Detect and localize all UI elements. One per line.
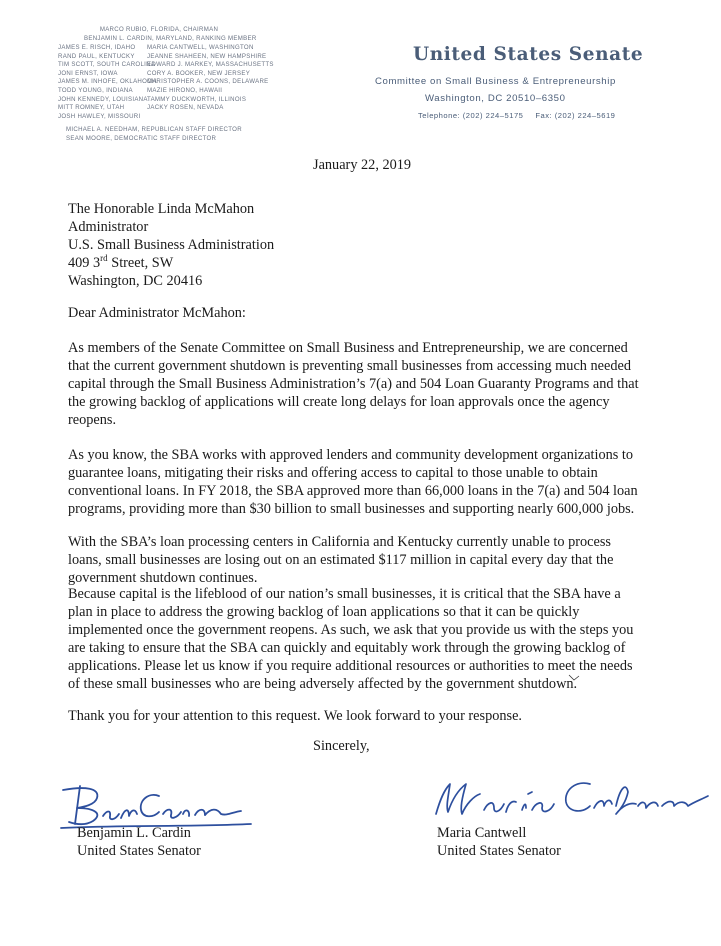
signatory-title: United States Senator [437, 843, 561, 859]
member-name: JAMES E. RISCH, IDAHO [58, 44, 136, 51]
signatory-title: United States Senator [77, 843, 201, 859]
member-name: TAMMY DUCKWORTH, ILLINOIS [147, 95, 247, 103]
member-name: MITT ROMNEY, UTAH [58, 104, 125, 112]
committee-address: Washington, DC 20510–6350 [425, 93, 566, 104]
ranking-member: BENJAMIN L. CARDIN, MARYLAND, RANKING MEMBER [84, 34, 257, 42]
recipient-agency: U.S. Small Business Administration [68, 237, 275, 253]
pen-mark-icon [568, 674, 580, 682]
committee-name: Committee on Small Business & Entrepreneurship [375, 76, 616, 87]
member-name: CHRISTOPHER A. COONS, DELAWARE [147, 78, 269, 86]
member-name: JACKY ROSEN, NEVADA [147, 104, 224, 112]
recipient-name: The Honorable Linda McMahon [68, 201, 255, 217]
committee-chairs [84, 26, 257, 43]
member-name: JEANNE SHAHEEN, NEW HAMPSHIRE [147, 52, 267, 60]
member-name: TODD YOUNG, INDIANA [58, 86, 133, 94]
member-name: MARIA CANTWELL, WASHINGTON [147, 44, 254, 51]
member-name: JONI ERNST, IOWA [58, 69, 118, 77]
signatory-name: Maria Cantwell [437, 825, 527, 841]
member-name: CORY A. BOOKER, NEW JERSEY [147, 69, 251, 77]
body-paragraph: As members of the Senate Committee on Small Business and Entrepreneurship, we are concerned that the current government shutdown is preventing small businesses from accessing much needed capital through the Small Business Administration’s 7(a) and 504 Loan Guaranty Programs and that the growing backlog of applications will create long delays for loan approvals once the agency reopens. [68, 340, 639, 428]
body-paragraph: As you know, the SBA works with approved lenders and community development organizations to guarantee loans, mitigating their risks and offering access to capital to those unable to obtain conventional loans. In FY 2018, the SBA approved more than 66,000 loans in the 7(a) and 504 loan programs, providing more than $30 billion to small businesses and supporting nearly 600,000 jobs. [68, 447, 638, 517]
chairman: MARCO RUBIO, FLORIDA, CHAIRMAN [99, 26, 219, 33]
republican-staff-director: MICHAEL A. NEEDHAM, REPUBLICAN STAFF DIRECTOR [66, 126, 242, 133]
recipient-city: Washington, DC 20416 [68, 273, 203, 289]
member-name: MAZIE HIRONO, HAWAII [147, 86, 223, 94]
contact-numbers [418, 111, 627, 120]
recipient-title: Administrator [68, 219, 149, 235]
body-paragraph: With the SBA’s loan processing centers in California and Kentucky currently unable to process loans, small businesses are losing out on an estimated $117 million in capital every day that the government shutdown continues. [68, 534, 614, 586]
member-name: JOSH HAWLEY, MISSOURI [58, 112, 141, 120]
recipient-address [68, 200, 708, 290]
letter-date: January 22, 2019 [313, 157, 412, 173]
cantwell-signature-icon [430, 770, 720, 830]
member-name: RAND PAUL, KENTUCKY [58, 52, 135, 60]
closing: Sincerely, [313, 738, 370, 754]
signatory-name: Benjamin L. Cardin [77, 825, 191, 841]
recipient-street: 409 3rd Street, SW [68, 253, 174, 271]
staff-directors [66, 126, 242, 143]
salutation: Dear Administrator McMahon: [68, 305, 246, 321]
senate-title: United States Senate [413, 44, 644, 65]
member-name: JAMES M. INHOFE, OKLAHOMA [58, 78, 157, 86]
minority-members [147, 44, 274, 113]
member-name: TIM SCOTT, SOUTH CAROLINA [58, 61, 156, 69]
member-name: EDWARD J. MARKEY, MASSACHUSETTS [147, 61, 274, 69]
democratic-staff-director: SEAN MOORE, DEMOCRATIC STAFF DIRECTOR [66, 134, 217, 142]
body-paragraph: Thank you for your attention to this request. We look forward to your response. [68, 708, 523, 724]
majority-members [58, 44, 157, 121]
member-name: JOHN KENNEDY, LOUISIANA [58, 95, 148, 103]
telephone: Telephone: (202) 224–5175 [418, 111, 524, 120]
fax: Fax: (202) 224–5619 [535, 111, 616, 120]
body-paragraph: Because capital is the lifeblood of our nation’s small businesses, it is critical that the SBA have a plan in place to address the growing backlog of loan applications so that it can be quickly implemented once the government reopens. As such, we ask that you provide us with the steps you are taking to ensure that the SBA can quickly and equitably work through the growing backlog of applications. Please let us know if you require additional resources or authorities to meet the needs of these small businesses who are being adversely affected by the government shutdown. [68, 586, 634, 692]
